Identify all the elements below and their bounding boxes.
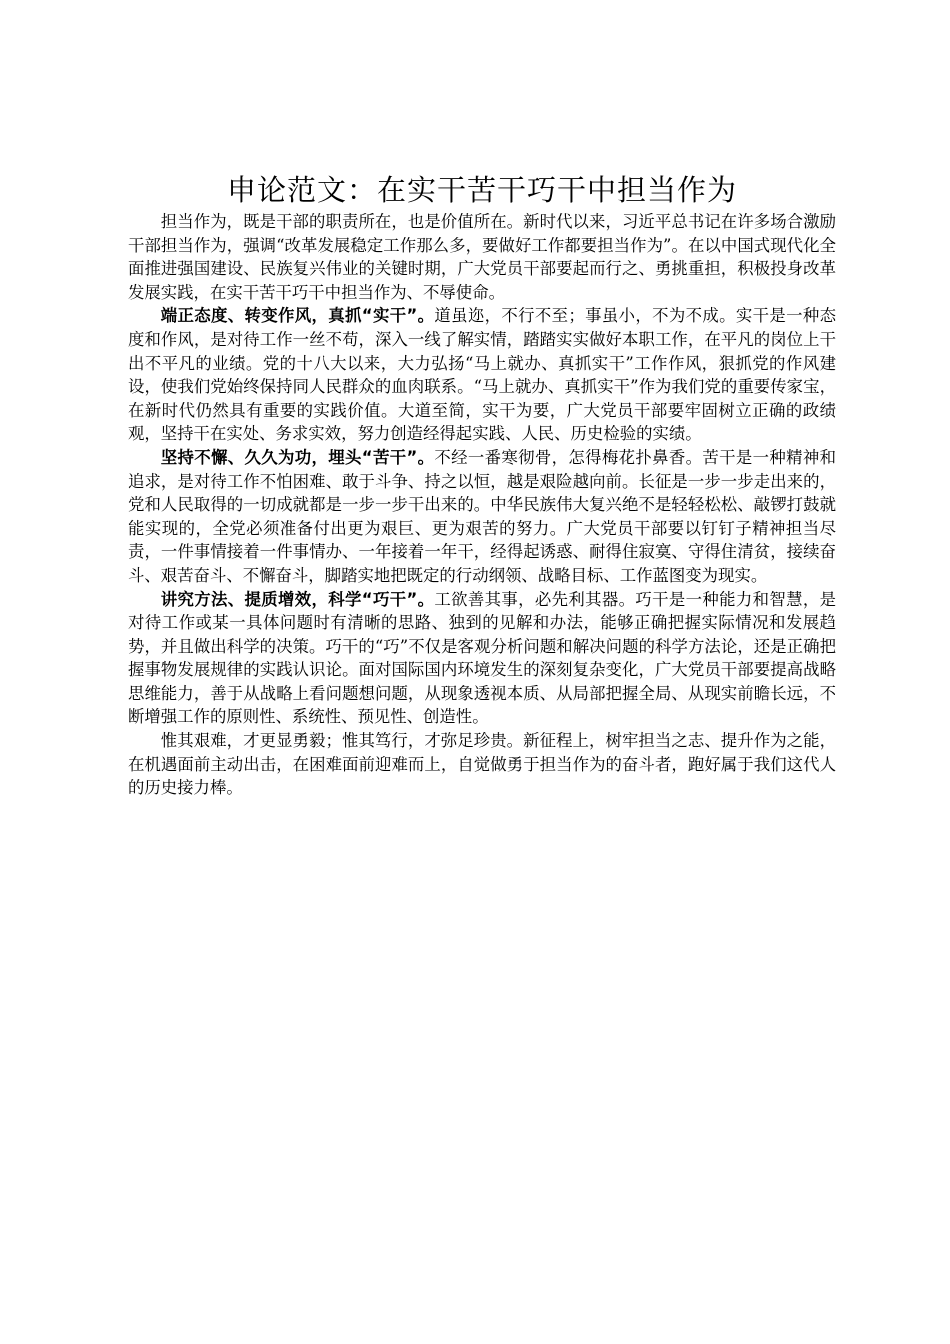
paragraph-lead: 坚持不懈、久久为功，埋头“苦干”。 [160, 447, 435, 467]
document-title: 申论范文：在实干苦干巧干中担当作为 [226, 173, 737, 207]
paragraph-kugan [128, 446, 836, 588]
paragraph-lead: 讲究方法、提质增效，科学“巧干”。 [160, 589, 435, 609]
paragraph-text: 不经一番寒彻骨，怎得梅花扑鼻香。苦干是一种精神和追求，是对待工作不怕困难、敢于斗争、持之以恒，越是艰险越向前。长征是一步一步走出来的，党和人民取得的一切成就都是一步一步干出来的。中华民族伟大复兴绝不是轻轻松松、敲锣打鼓就能实现的，全党必须准备付出更为艰巨、更为艰苦的努力。广大党员干部要以钉钉子精神担当尽责，一件事情接着一件事情办、一年接着一年干，经得起诱惑、耐得住寂寞、守得住清贫，接续奋斗、艰苦奋斗、不懈奋斗，脚踏实地把既定的行动纲领、战略目标、工作蓝图变为现实。 [128, 447, 837, 585]
paragraph-text: 道虽迩，不行不至；事虽小，不为不成。实干是一种态度和作风，是对待工作一丝不苟，深入一线了解实情，踏踏实实做好本职工作，在平凡的岗位上干出不平凡的业绩。党的十八大以来，大力弘扬“马上就办、真抓实干”工作作风，狠抓党的作风建设，使我们党始终保持同人民群众的血肉联系。“马上就办、真抓实干”作为我们党的重要传家宝，在新时代仍然具有重要的实践价值。大道至简，实干为要，广大党员干部要牢固树立正确的政绩观，坚持干在实处、务求实效，努力创造经得起实践、人民、历史检验的实绩。 [128, 306, 837, 444]
paragraph-intro [128, 210, 836, 304]
paragraph-qiaogan [128, 588, 836, 730]
paragraph-text: 担当作为，既是干部的职责所在，也是价值所在。新时代以来，习近平总书记在许多场合激励干部担当作为，强调“改革发展稳定工作那么多，要做好工作都要担当作为”。在以中国式现代化全面推进强国建设、民族复兴伟业的关键时期，广大党员干部要起而行之、勇挑重担，积极投身改革发展实践，在实干苦干巧干中担当作为、不辱使命。 [128, 212, 836, 302]
paragraph-conclusion [128, 729, 836, 800]
paragraph-text: 惟其艰难，才更显勇毅；惟其笃行，才弥足珍贵。新征程上，树牢担当之志、提升作为之能，在机遇面前主动出击，在困难面前迎难而上，自觉做勇于担当作为的奋斗者，跑好属于我们这代人的历史接力棒。 [128, 731, 836, 798]
document-body [128, 210, 836, 800]
paragraph-shigan [128, 304, 836, 446]
paragraph-text: 工欲善其事，必先利其器。巧干是一种能力和智慧，是对待工作或某一具体问题时有清晰的思路、独到的见解和办法，能够正确把握实际情况和发展趋势，并且做出科学的决策。巧干的“巧”不仅是客观分析问题和解决问题的科学方法论，还是正确把握事物发展规律的实践认识论。面对国际国内环境发生的深刻复杂变化，广大党员干部要提高战略思维能力，善于从战略上看问题想问题，从现象透视本质、从局部把握全局、从现实前瞻长远，不断增强工作的原则性、系统性、预见性、创造性。 [128, 589, 837, 727]
paragraph-lead: 端正态度、转变作风，真抓“实干”。 [160, 306, 435, 326]
